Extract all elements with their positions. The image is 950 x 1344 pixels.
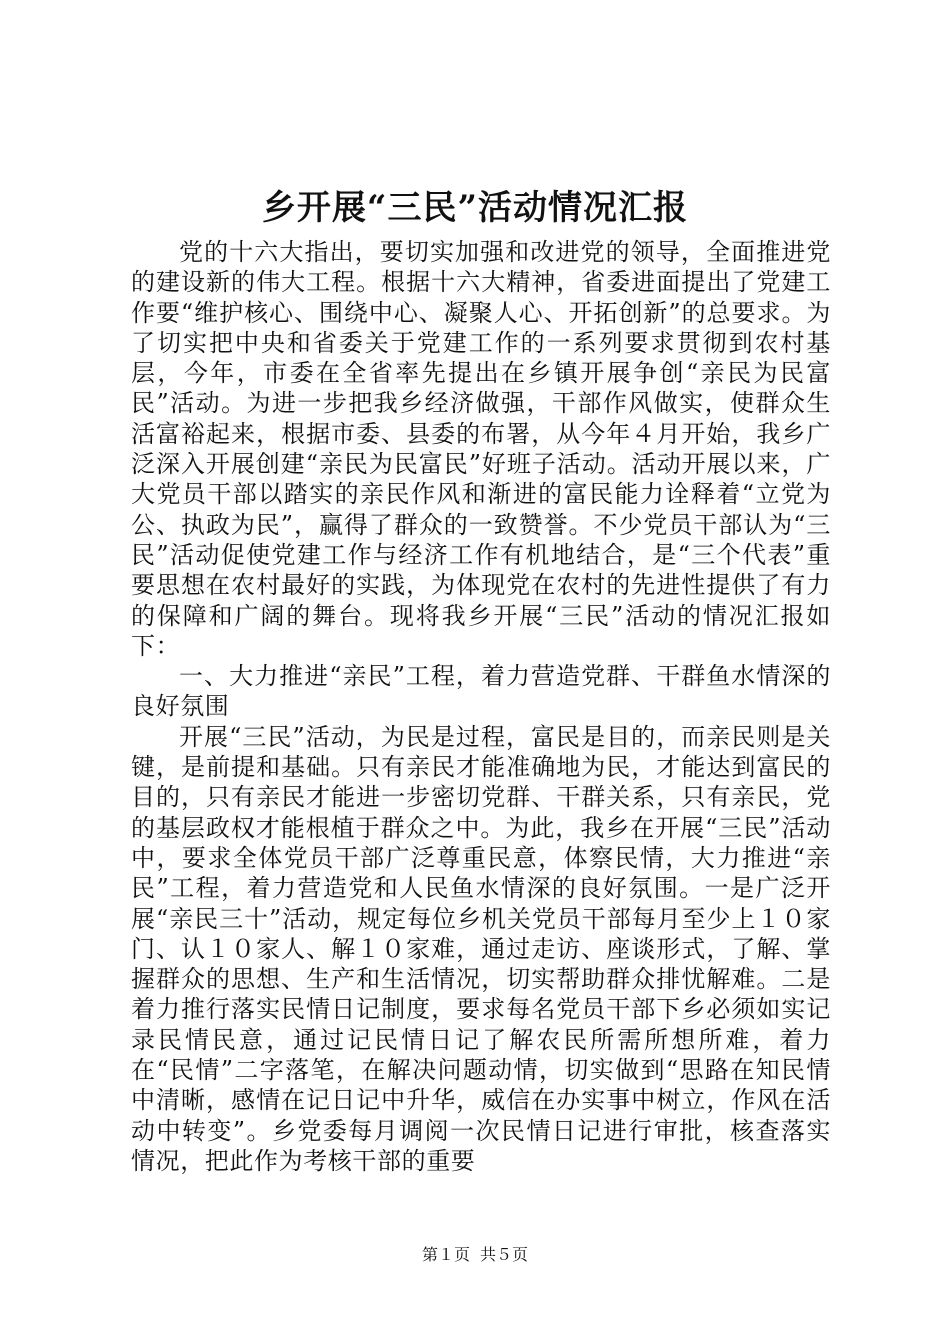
page-number: 第１页 [421, 1245, 470, 1264]
paragraph-intro: 党的十六大指出，要切实加强和改进党的领导，全面推进党的建设新的伟大工程。根据十六大精神，省委进面提出了党建工作要“维护核心、围绕中心、凝聚人心、开拓创新”的总要求。为了切实把中央和省委关于党建工作的一系列要求贯彻到农村基层，今年，市委在全省率先提出在乡镇开展争创“亲民为民富民”活动。为进一步把我乡经济做强，干部作风做实，使群众生活富裕起来，根据市委、县委的布署，从今年４月开始，我乡广泛深入开展创建“亲民为民富民”好班子活动。活动开展以来，广大党员干部以踏实的亲民作风和渐进的富民能力诠释着“立党为公、执政为民”，赢得了群众的一致赞誉。不少党员干部认为“三民”活动促使党建工作与经济工作有机地结合，是“三个代表”重要思想在农村最好的实践，为体现党在农村的先进性提供了有力的保障和广阔的舞台。现将我乡开展“三民”活动的情况汇报如下： [131, 238, 831, 660]
document-title: 乡开展“三民”活动情况汇报 [261, 188, 689, 228]
document-body [131, 237, 831, 1176]
page-footer [0, 1244, 950, 1266]
section-heading-1: 一、大力推进“亲民”工程，着力营造党群、干群鱼水情深的良好氛围 [131, 662, 831, 721]
page-total: 共５页 [480, 1245, 529, 1264]
paragraph-section-1: 开展“三民”活动，为民是过程，富民是目的，而亲民则是关键，是前提和基础。只有亲民才能准确地为民，才能达到富民的目的，只有亲民才能进一步密切党群、干群关系，只有亲民，党的基层政权才能根植于群众之中。为此，我乡在开展“三民”活动中，要求全体党员干部广泛尊重民意，体察民情，大力推进“亲民”工程，着力营造党和人民鱼水情深的良好氛围。一是广泛开展“亲民三十”活动，规定每位乡机关党员干部每月至少上１０家门、认１０家人、解１０家难，通过走访、座谈形式，了解、掌握群众的思想、生产和生活情况，切实帮助群众排忧解难。二是着力推行落实民情日记制度，要求每名党员干部下乡必须如实记录民情民意，通过记民情日记了解农民所需所想所难，着力在“民情”二字落笔，在解决问题动情，切实做到“思路在知民情中清晰，感情在记日记中升华，威信在办实事中树立，作风在活动中转变”。乡党委每月调阅一次民情日记进行审批，核查落实情况，把此作为考核干部的重要 [131, 722, 831, 1175]
